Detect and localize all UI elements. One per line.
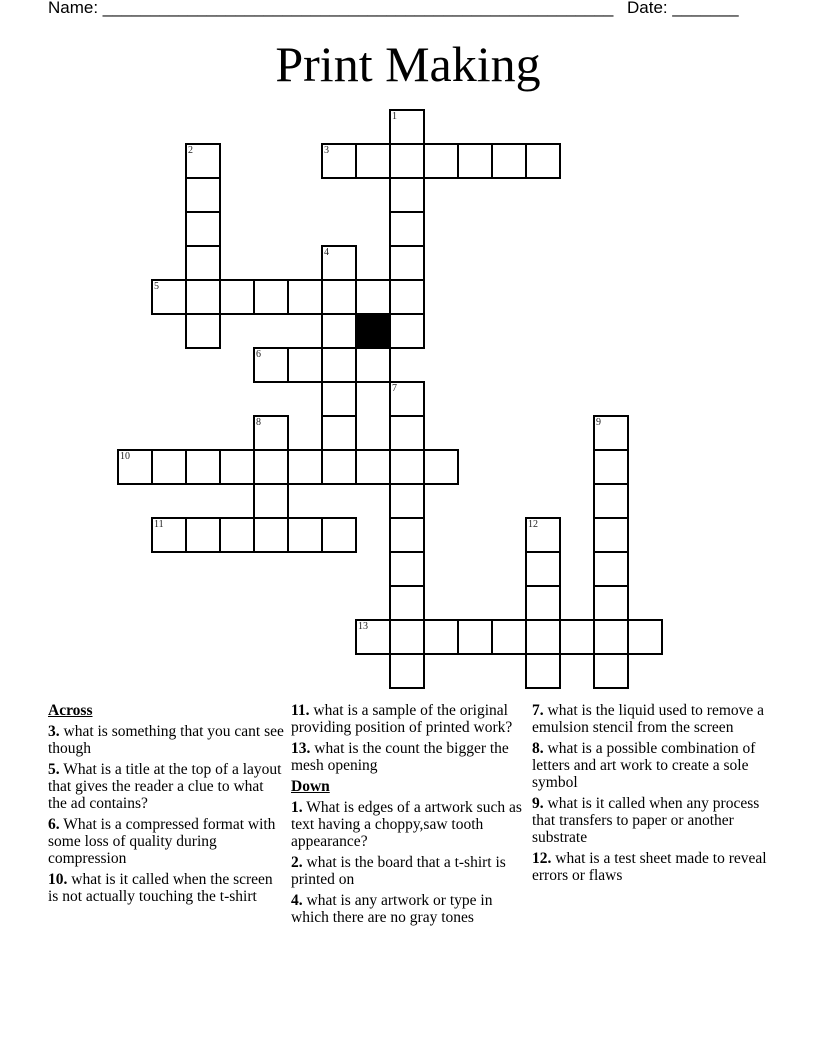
grid-cell[interactable] [253,483,289,519]
clue-number: 5 [154,281,159,292]
grid-cell[interactable] [151,517,187,553]
grid-cell[interactable] [321,449,357,485]
clue-number: 12 [528,519,538,530]
clue-number: 4 [324,247,329,258]
clue-down-9: 9. what is it called when any process that transfers to paper or another substrate [532,795,760,846]
grid-cell[interactable] [525,619,561,655]
grid-cell[interactable] [389,449,425,485]
clue-number: 9 [596,417,601,428]
grid-cell[interactable] [593,619,629,655]
grid-cell[interactable] [287,279,323,315]
clue-column-3 [532,702,768,888]
grid-cell[interactable] [321,381,357,417]
grid-cell[interactable] [321,279,357,315]
page-title: Print Making [275,36,541,92]
grid-cell[interactable] [185,143,221,179]
clue-number: 11 [154,519,164,530]
grid-cell[interactable] [321,517,357,553]
grid-cell[interactable] [627,619,663,655]
clue-number: 2 [188,145,193,156]
grid-cell[interactable] [525,585,561,621]
grid-cell[interactable] [525,551,561,587]
clue-number: 1 [392,111,397,122]
grid-cell[interactable] [287,517,323,553]
clue-down-7: 7. what is the liquid used to remove a emulsion stencil from the screen [532,702,765,736]
clue-down-1: 1. What is edges of a artwork such as text having a choppy,saw tooth appearance? [291,799,522,850]
date-field[interactable]: Date: _______ [627,0,739,17]
grid-cell[interactable] [253,415,289,451]
clue-column-1 [48,702,284,909]
grid-cell[interactable] [389,211,425,247]
grid-cell[interactable] [355,449,391,485]
grid-cell[interactable] [389,619,425,655]
grid-cell[interactable] [185,279,221,315]
grid-cell[interactable] [491,143,527,179]
clue-down-4: 4. what is any artwork or type in which there are no gray tones [291,892,493,926]
grid-cell[interactable] [593,483,629,519]
down-heading: Down [291,778,330,795]
grid-cell[interactable] [593,585,629,621]
grid-cell[interactable] [151,279,187,315]
clue-down-2: 2. what is the board that a t-shirt is printed on [291,854,506,888]
grid-cell[interactable] [593,415,629,451]
grid-cell[interactable] [355,347,391,383]
clue-across-6: 6. What is a compressed format with some loss of quality during compression [48,816,276,867]
grid-cell[interactable] [185,517,221,553]
grid-cell[interactable] [253,279,289,315]
grid-cell[interactable] [389,483,425,519]
grid-cell[interactable] [185,211,221,247]
grid-cell[interactable] [185,313,221,349]
grid-cell[interactable] [389,585,425,621]
grid-cell[interactable] [151,449,187,485]
grid-cell[interactable] [389,313,425,349]
grid-cell[interactable] [219,449,255,485]
clue-across-13: 13. what is the count the bigger the mesh opening [291,740,509,774]
grid-cell[interactable] [321,415,357,451]
grid-cell[interactable] [117,449,153,485]
grid-cell[interactable] [253,449,289,485]
clue-across-10: 10. what is it called when the screen is not actually touching the t-shirt [48,871,273,905]
grid-cell[interactable] [457,143,493,179]
clue-across-11: 11. what is a sample of the original providing position of printed work? [291,702,513,736]
across-heading: Across [48,702,93,719]
grid-cell[interactable] [389,245,425,281]
grid-cell[interactable] [389,415,425,451]
clue-across-5: 5. What is a title at the top of a layout that gives the reader a clue to what the ad contains? [48,761,282,812]
grid-cell[interactable] [593,653,629,689]
grid-cell[interactable] [389,551,425,587]
grid-cell[interactable] [389,177,425,213]
grid-cell[interactable] [287,347,323,383]
grid-cell[interactable] [389,109,425,145]
grid-cell[interactable] [525,517,561,553]
clue-down-8: 8. what is a possible combination of letters and art work to create a sole symbol [532,740,756,791]
grid-cell[interactable] [593,517,629,553]
grid-cell[interactable] [185,245,221,281]
grid-cell[interactable] [355,279,391,315]
grid-cell[interactable] [219,517,255,553]
grid-cell[interactable] [185,177,221,213]
clue-number: 8 [256,417,261,428]
grid-cell[interactable] [389,381,425,417]
grid-cell[interactable] [593,449,629,485]
grid-cell[interactable] [321,347,357,383]
grid-cell[interactable] [355,619,391,655]
grid-cell[interactable] [389,143,425,179]
grid-cell[interactable] [389,279,425,315]
clue-number: 10 [120,451,130,462]
name-field[interactable]: Name: ______________________________________________________ [48,0,614,17]
clue-number: 6 [256,349,261,360]
clue-number: 3 [324,145,329,156]
clue-across-3: 3. what is something that you cant see though [48,723,284,757]
grid-cell[interactable] [253,347,289,383]
grid-cell[interactable] [287,449,323,485]
grid-cell[interactable] [389,517,425,553]
grid-cell[interactable] [253,517,289,553]
grid-cell[interactable] [525,143,561,179]
grid-cell[interactable] [491,619,527,655]
grid-cell[interactable] [321,143,357,179]
grid-cell[interactable] [525,653,561,689]
clue-column-2 [291,702,527,930]
grid-cell[interactable] [185,449,221,485]
grid-cell[interactable] [423,619,459,655]
black-cell [355,313,391,349]
grid-cell[interactable] [457,619,493,655]
grid-cell[interactable] [321,245,357,281]
grid-cell[interactable] [389,653,425,689]
grid-cell[interactable] [423,449,459,485]
grid-cell[interactable] [355,143,391,179]
crossword-grid [118,110,666,692]
grid-cell[interactable] [423,143,459,179]
grid-cell[interactable] [559,619,595,655]
clue-number: 13 [358,621,368,632]
grid-cell[interactable] [321,313,357,349]
clue-number: 7 [392,383,397,394]
clue-down-12: 12. what is a test sheet made to reveal errors or flaws [532,850,767,884]
grid-cell[interactable] [593,551,629,587]
grid-cell[interactable] [219,279,255,315]
